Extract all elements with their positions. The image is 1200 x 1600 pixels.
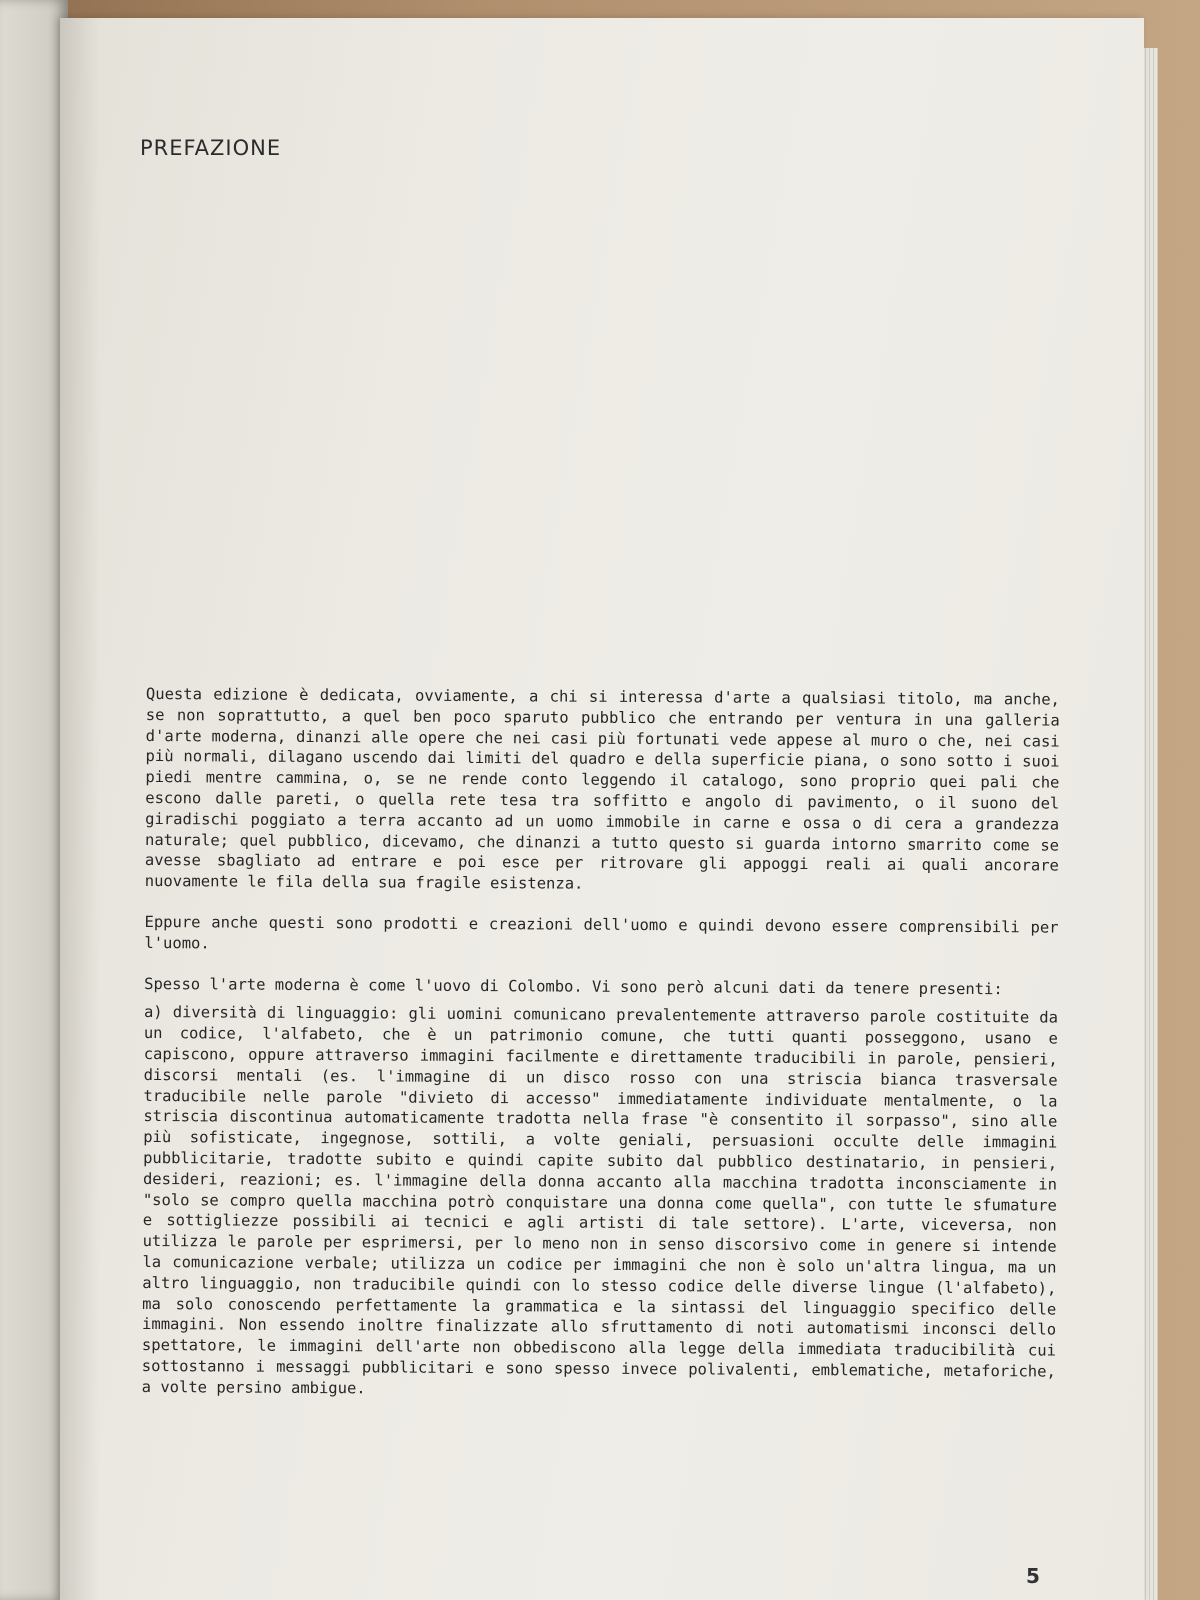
paragraph-dedication: Questa edizione è dedicata, ovviamente, a chi si interessa d'arte a qualsiasi titolo, ma anche, se non soprattutto, a quel ben poco sparuto pubblico che entrando per ventura in una galleria d'arte moderna, dinanzi alle opere che nei casi più fortunati vede appese al muro o che, nei casi più normali, dilagano uscendo dai limiti del quadro e della superficie piana, o sono sotto i suoi piedi mentre cammina, o, se ne rende conto leggendo il catalogo, sono proprio quei pali che escono dalle pareti, o quella rete tesa tra soffitto e angolo di pavimento, o il suono del giradischi poggiato a terra accanto ad un uomo immobile in carne e ossa o di cera a grandezza naturale; quel pubblico, dicevamo, che dinanzi a tutto questo si guarda intorno smarrito come se avesse sbagliato ad entrare e poi esce per ritrovare gli appoggi reali ai quali ancorare nuovamente le fila della sua fragile esistenza. xyxy=(144,685,1060,893)
page-title: PREFAZIONE xyxy=(140,136,282,160)
paragraph-columbus-egg: Spesso l'arte moderna è come l'uovo di Colombo. Vi sono però alcuni dati da tenere presenti: xyxy=(144,974,1003,998)
page-number: 5 xyxy=(1026,1564,1040,1588)
facing-page-edge xyxy=(0,0,68,1600)
paragraph-human-creations: Eppure anche questi sono prodotti e creazioni dell'uomo e quindi devono essere comprensibili per l'uomo. xyxy=(144,912,1059,953)
preface-body xyxy=(142,684,1060,1423)
book-page xyxy=(60,18,1144,1600)
paragraph-language-diversity: a) diversità di linguaggio: gli uomini comunicano prevalentemente attraverso parole costituite da un codice, l'alfabeto, che è un patrimonio comune, che tutti quanti posseggono, usano e capiscono, oppure attraverso immagini facilmente e direttamente traducibili in parole, pensieri, discorsi mentali (es. l'immagine di un disco rosso con una striscia bianca trasversale traducibile nelle parole "divieto di accesso" immediatamente individuate mentalmente, o la striscia discontinua automaticamente tradotta nella frase "è consentito il sorpasso", sino alle più sofisticate, ingegnose, sottili, a volte geniali, persuasioni occulte delle immagini pubblicitarie, tradotte subito e quindi capite subito dal pubblico destinatario, in pensieri, desideri, reazioni; es. l'immagine della donna accanto alla macchina tradotta inconsciamente in "solo se compro quella macchina potrò conquistare una donna come quella", con tutte le sfumature e sottigliezze possibili ai tecnici e agli artisti di tale settore). L'arte, viceversa, non utilizza le parole per esprimersi, per lo meno non in senso discorsivo come in genere si intende la comunicazione verbale; utilizza un codice per immagini che non è solo un'altra lingua, ma un altro linguaggio, non traducibile quindi con lo stesso codice delle diverse lingue (l'alfabeto), ma solo conoscendo perfettamente la grammatica e la sintassi del linguaggio specifico delle immagini. Non essendo inoltre finalizzate allo sfruttamento di noti automatismi inconsci dello spettatore, le immagini dell'arte non obbediscono alla legge della immediata traducibilità cui sottostanno i messaggi pubblicitari e sono spesso invece polivalenti, emblematiche, metaforiche, a volte persino ambigue. xyxy=(141,1003,1059,1398)
